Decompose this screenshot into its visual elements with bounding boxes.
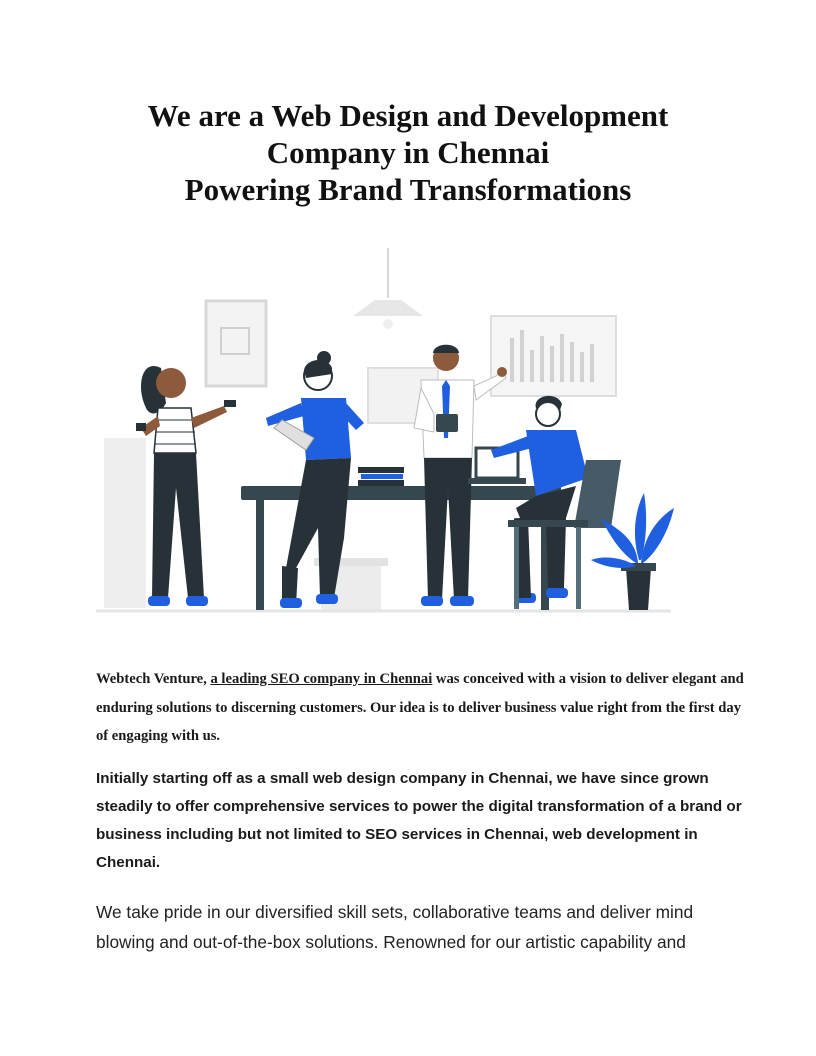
intro-text-end: was conceived with a vision to deliver elegant and enduring solutions to discerning customers. Our idea is to deliver business value right from the first day of engaging with us.: [96, 671, 744, 744]
history-paragraph: Initially starting off as a small web design company in Chennai, we have since grown steadily to offer comprehensive services to power the digital transformation of a brand or business including but not limited to SEO services in Chennai, web development in Chennai.: [96, 770, 742, 871]
title-line-3: Powering Brand Transformations: [184, 172, 632, 207]
team-meeting-illustration: [96, 238, 676, 623]
person-left: [136, 366, 236, 606]
seo-company-link[interactable]: a leading SEO company in Chennai: [210, 671, 433, 687]
title-line-1: We are a Web Design and Development: [147, 98, 669, 133]
intro-paragraph: [96, 665, 746, 751]
title-line-2: Company in Chennai: [266, 135, 550, 170]
intro-text-start: Webtech Venture,: [96, 671, 211, 687]
pride-paragraph: We take pride in our diversified skill sets, collaborative teams and deliver mind blowing and out-of-the-box solutions. Renowned for our artistic capability and: [96, 902, 694, 952]
page-title: [60, 97, 756, 208]
